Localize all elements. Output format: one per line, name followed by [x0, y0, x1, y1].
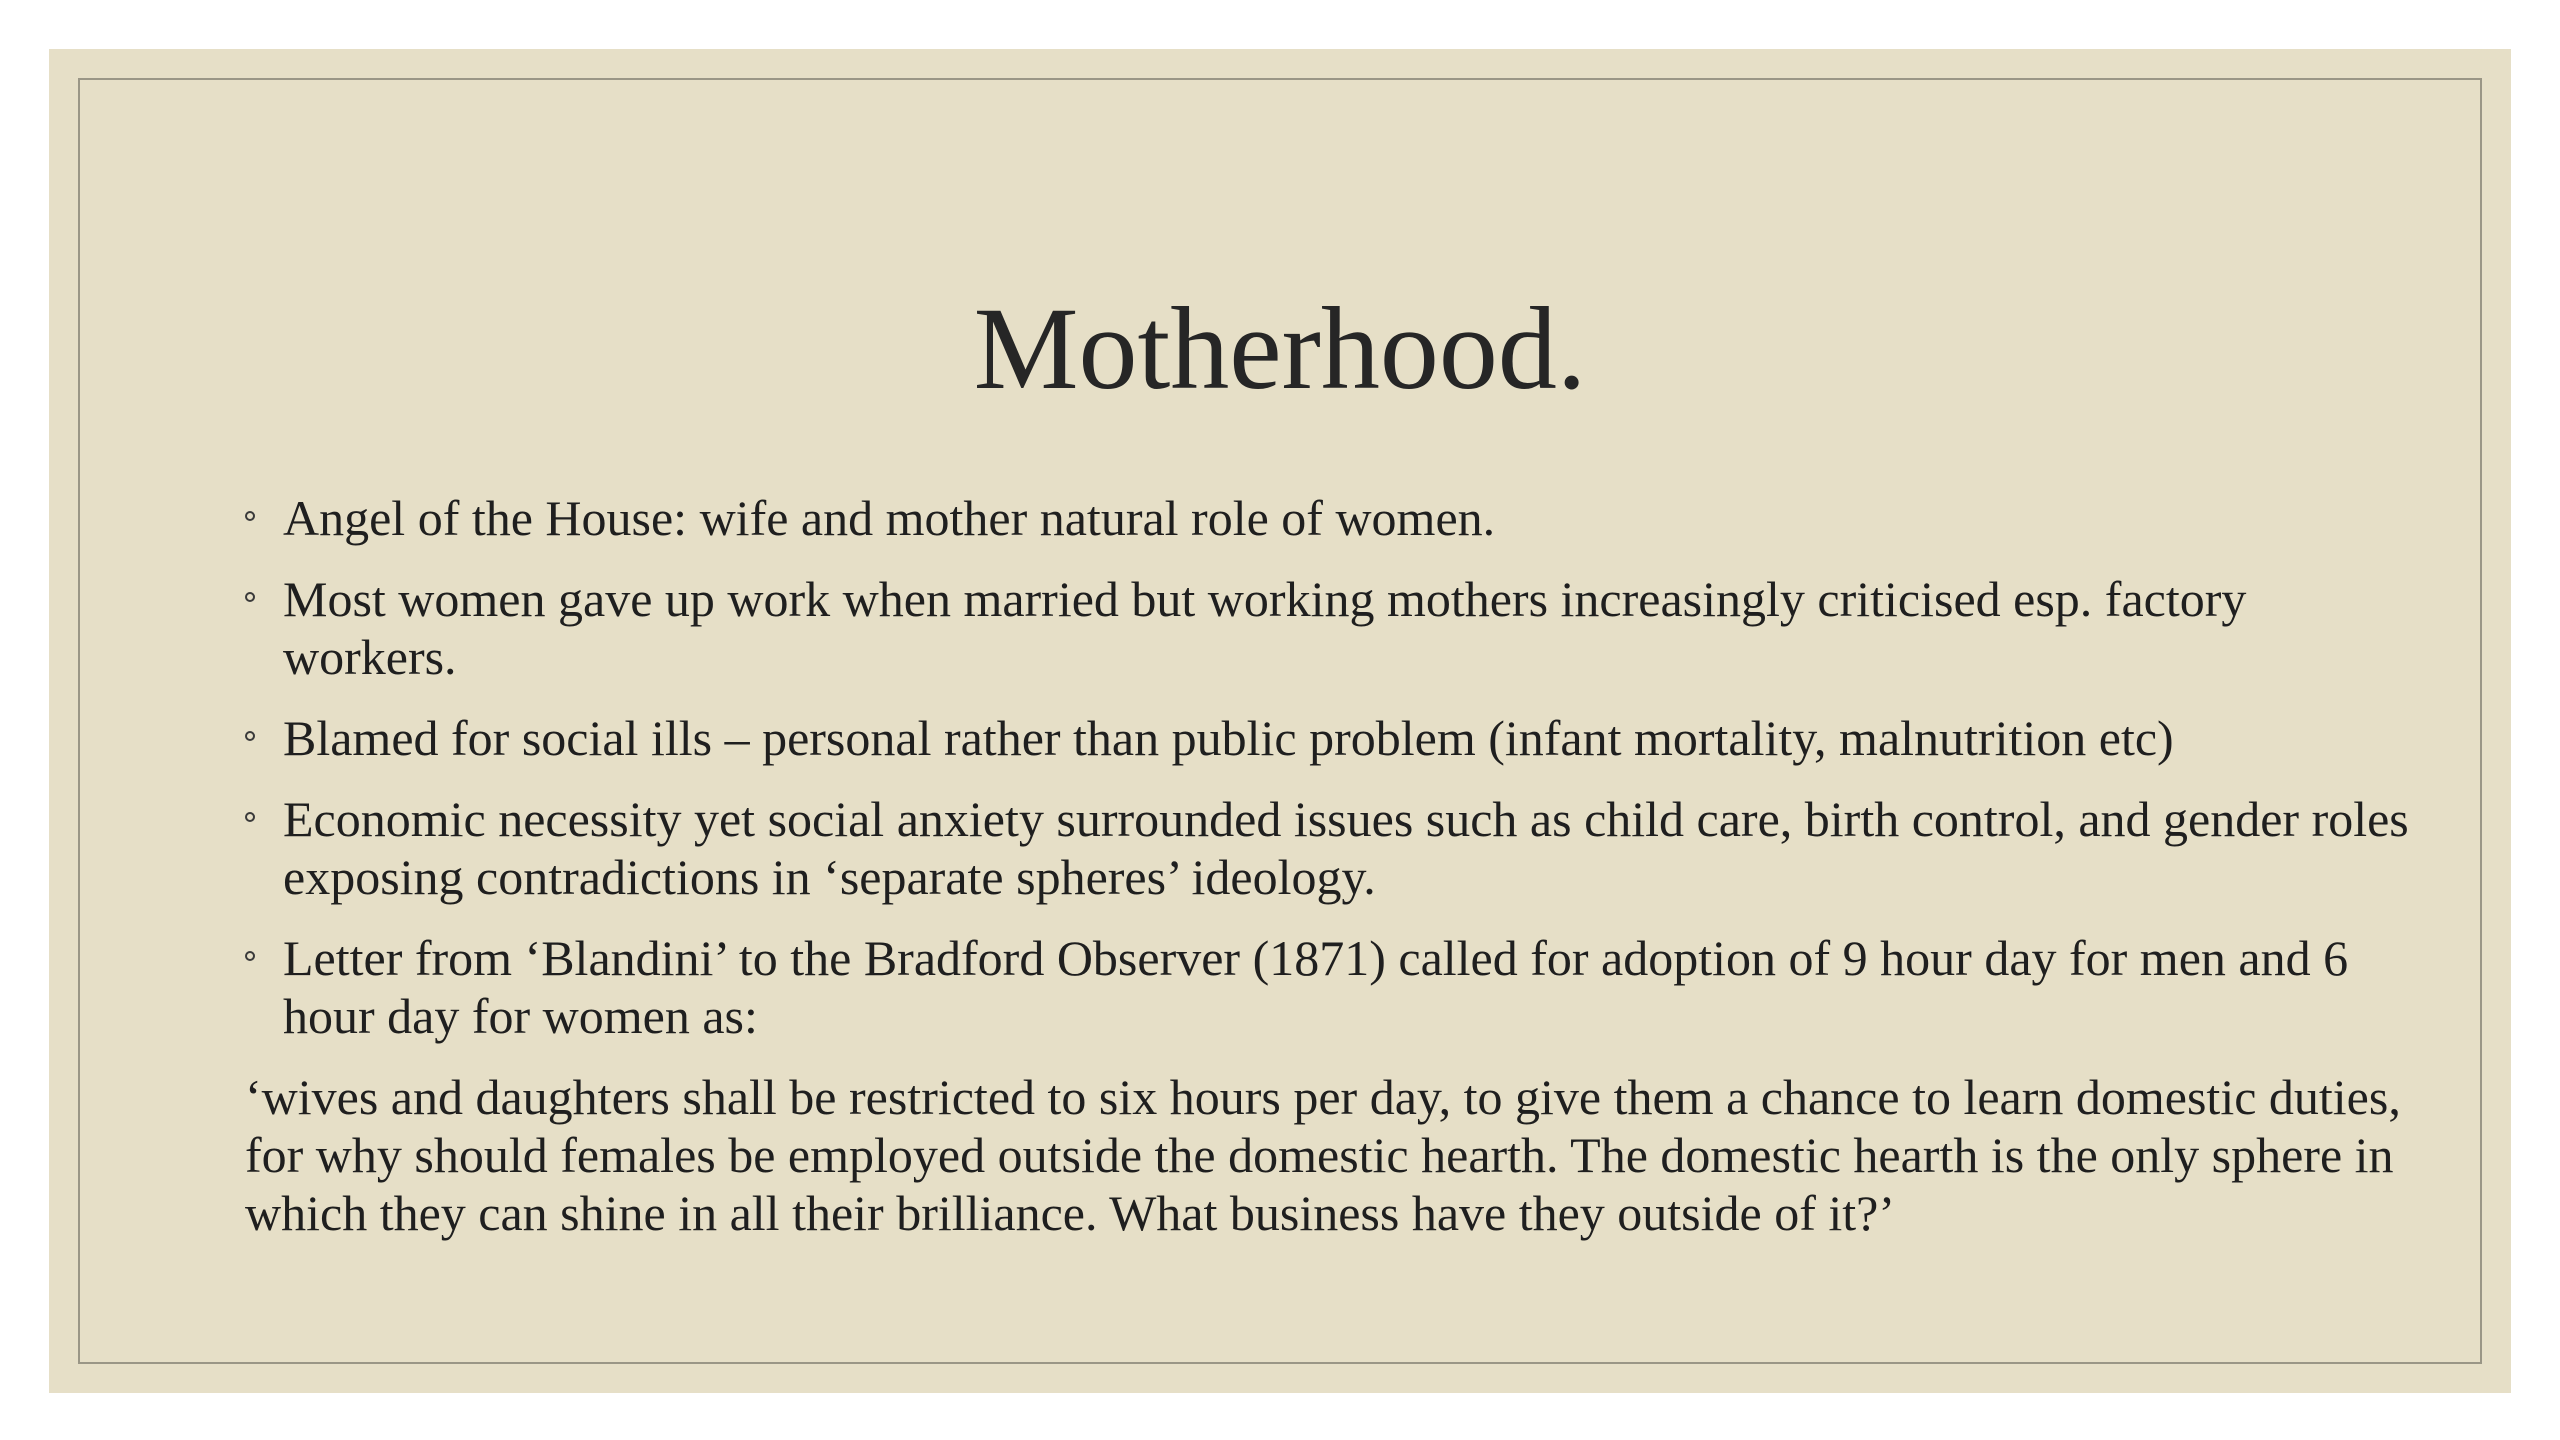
bullet-item — [245, 790, 2425, 906]
bullet-circle-icon — [245, 731, 255, 741]
bullet-circle-icon — [245, 592, 255, 602]
bullet-circle-icon — [245, 951, 255, 961]
slide-title: Motherhood. — [973, 283, 1587, 415]
bullet-item — [245, 709, 2425, 767]
bullet-text: Economic necessity yet social anxiety surrounded issues such as child care, birth control, and gender roles exposing contradictions in ‘separate spheres’ ideology. — [283, 791, 2409, 905]
quote-paragraph: ‘wives and daughters shall be restricted to six hours per day, to give them a chance to learn domestic duties, for why should females be employed outside the domestic hearth. The domestic hearth is the only sphere in which they can shine in all their brilliance. What business have they outside of it?’ — [245, 1069, 2401, 1241]
bullet-text: Angel of the House: wife and mother natural role of women. — [283, 490, 1496, 546]
slide-body — [245, 489, 2425, 1242]
bullet-circle-icon — [245, 511, 255, 521]
bullet-circle-icon — [245, 812, 255, 822]
bullet-text: Most women gave up work when married but working mothers increasingly criticised esp. factory workers. — [283, 571, 2247, 685]
bullet-text: Blamed for social ills – personal rather than public problem (infant mortality, malnutrition etc) — [283, 710, 2174, 766]
bullet-item — [245, 570, 2425, 686]
slide — [49, 49, 2511, 1393]
bullet-text: Letter from ‘Blandini’ to the Bradford Observer (1871) called for adoption of 9 hour day for men and 6 hour day for women as: — [283, 930, 2349, 1044]
bullet-item — [245, 489, 2425, 547]
bullet-list — [245, 489, 2425, 1045]
bullet-item — [245, 929, 2425, 1045]
